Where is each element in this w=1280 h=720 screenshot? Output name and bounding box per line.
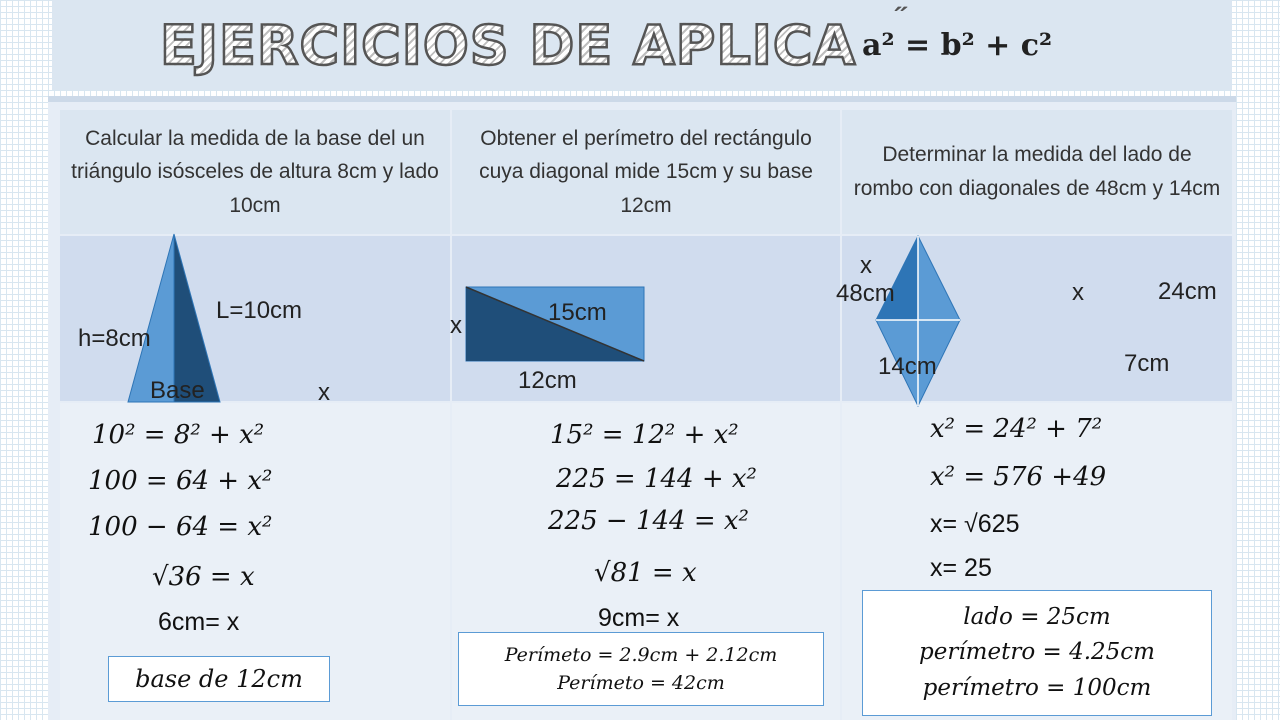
triangle-side-label: L=10cm (216, 297, 303, 324)
rhombus-right-unknown-label: x (1072, 279, 1084, 306)
p2-result-line-1: Perímeto = 2.9cm + 2.12cm (504, 643, 778, 666)
p2-result-box (458, 632, 824, 706)
p1-step-4: √36 = x (152, 562, 255, 592)
p1-result: base de 12cm (135, 665, 303, 693)
p2-step-4: √81 = x (594, 558, 697, 588)
p3-step-2: x² = 576 +49 (930, 462, 1107, 492)
triangle-unknown-label: x (318, 379, 330, 406)
p2-step-3: 225 − 144 = x² (548, 506, 749, 536)
title-accent: ˝ (896, 2, 906, 35)
p2-step-5: 9cm= x (598, 604, 680, 632)
p1-step-5: 6cm= x (158, 608, 240, 636)
p2-result-line-2: Perímeto = 42cm (557, 672, 725, 694)
p1-result-box (108, 656, 330, 702)
p3-step-1: x² = 24² + 7² (930, 414, 1103, 444)
frame-topbar (48, 96, 1236, 102)
rectangle-diagonal-label: 15cm (548, 299, 607, 326)
p1-step-3: 100 − 64 = x² (88, 512, 273, 542)
slide-title: EJERCICIOS DE APLICA (160, 14, 857, 77)
rectangle-height-label: x (450, 312, 462, 339)
p2-step-1: 15² = 12² + x² (550, 420, 739, 450)
rhombus-figure (874, 234, 964, 410)
pythagoras-formula: a² = b² + c² (862, 28, 1053, 63)
p1-step-1: 10² = 8² + x² (92, 420, 265, 450)
p3-result-line-2: perímetro = 4.25cm (919, 639, 1155, 666)
rhombus-side-label: x (860, 252, 872, 279)
p3-step-4: x= 25 (930, 554, 992, 582)
p3-step-3: x= √625 (930, 510, 1020, 538)
p1-step-2: 100 = 64 + x² (88, 466, 273, 496)
rectangle-base-label: 12cm (518, 367, 577, 394)
rhombus-short-diagonal-label: 14cm (878, 353, 937, 380)
triangle-height-label: h=8cm (78, 325, 151, 352)
p3-result-line-3: perímetro = 100cm (922, 674, 1152, 701)
p2-step-2: 225 = 144 + x² (556, 464, 757, 494)
p3-result-line-1: lado = 25cm (963, 603, 1111, 630)
rhombus-long-diagonal-label: 48cm (836, 280, 895, 307)
problem-2-statement: Obtener el perímetro del rectángulo cuya diagonal mide 15cm y su base 12cm (452, 110, 840, 234)
problem-3-statement: Determinar la medida del lado de rombo con diagonales de 48cm y 14cm (842, 110, 1232, 234)
triangle-base-label: Base (150, 377, 205, 404)
rhombus-half-short-label: 7cm (1124, 350, 1170, 377)
problem-1-statement: Calcular la medida de la base del un triángulo isósceles de altura 8cm y lado 10cm (60, 110, 450, 234)
p3-result-box (862, 590, 1212, 716)
rhombus-half-long-label: 24cm (1158, 278, 1217, 305)
